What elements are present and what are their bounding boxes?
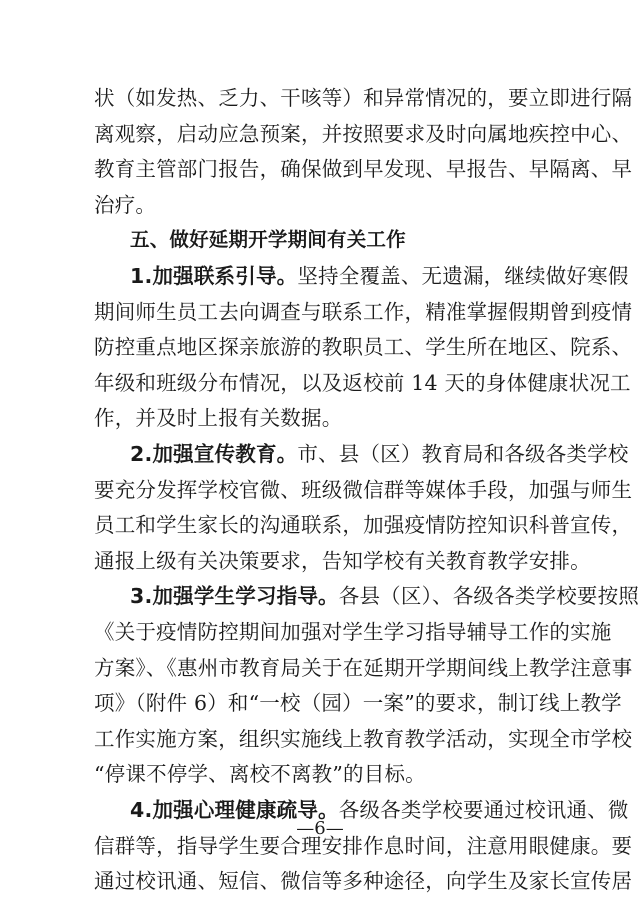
paragraph-line: 年级和班级分布情况，以及返校前 14 天的身体健康状况工 bbox=[94, 370, 631, 395]
paragraph-line: 《关于疫情防控期间加强对学生学习指导辅导工作的实施 bbox=[94, 620, 612, 644]
paragraph-line: 作，并及时上报有关数据。 bbox=[94, 406, 343, 431]
paragraph-line: 员工和学生家长的沟通联系，加强疫情防控知识科普宣传， bbox=[94, 513, 633, 538]
item-first-line bbox=[130, 578, 640, 614]
item-text: 坚持全覆盖、无遗漏，继续做好寒假 bbox=[297, 264, 629, 288]
paragraph-line: 防控重点地区探亲旅游的教职员工、学生所在地区、院系、 bbox=[94, 335, 633, 360]
page-number: —6— bbox=[296, 818, 344, 839]
paragraph-line: 治疗。 bbox=[94, 192, 157, 217]
paragraph-line: 状（如发热、乏力、干咳等）和异常情况的，要立即进行隔 bbox=[94, 86, 633, 110]
item-lead: 3.加强学生学习指导。 bbox=[130, 584, 339, 609]
item-lead: 2.加强宣传教育。 bbox=[130, 442, 298, 466]
paragraph-line: 通报上级有关决策要求，告知学校有关教育教学安排。 bbox=[94, 548, 591, 573]
paragraph-line: 方案》、《惠州市教育局关于在延期开学期间线上教学注意事 bbox=[94, 655, 633, 680]
item-lead: 1.加强联系引导。 bbox=[130, 264, 298, 288]
paragraph-line: 项》（附件 6）和“一校（园）一案”的要求，制订线上教学 bbox=[94, 691, 622, 716]
paragraph-line: 通过校讯通、短信、微信等多种途径，向学生及家长宣传居 bbox=[94, 869, 633, 894]
item-text: 各级各类学校要通过校讯通、微 bbox=[338, 798, 629, 822]
item-lead: 4.加强心理健康疏导。 bbox=[130, 798, 339, 822]
paragraph-line: “停课不停学、离校不离教”的目标。 bbox=[94, 762, 426, 787]
section-heading: 五、做好延期开学期间有关工作 bbox=[130, 228, 406, 252]
paragraph-line: 教育主管部门报告，确保做到早发现、早报告、早隔离、早 bbox=[94, 157, 633, 182]
item-first-line bbox=[130, 436, 629, 472]
paragraph-line: 信群等，指导学生要合理安排作息时间，注意用眼健康。要 bbox=[94, 833, 633, 858]
paragraph-line: 要充分发挥学校官微、班级微信群等媒体手段，加强与师生 bbox=[94, 477, 633, 502]
paragraph-line: 离观察，启动应急预案，并按照要求及时向属地疾控中心、 bbox=[94, 121, 633, 146]
paragraph-line: 工作实施方案，组织实施线上教育教学活动，实现全市学校 bbox=[94, 726, 633, 751]
paragraph-line: 期间师生员工去向调查与联系工作，精准掌握假期曾到疫情 bbox=[94, 299, 633, 324]
item-first-line bbox=[130, 258, 629, 294]
item-text: 市、县（区）教育局和各级各类学校 bbox=[297, 442, 629, 466]
item-text: 各县（区）、各级各类学校要按照 bbox=[338, 584, 640, 609]
